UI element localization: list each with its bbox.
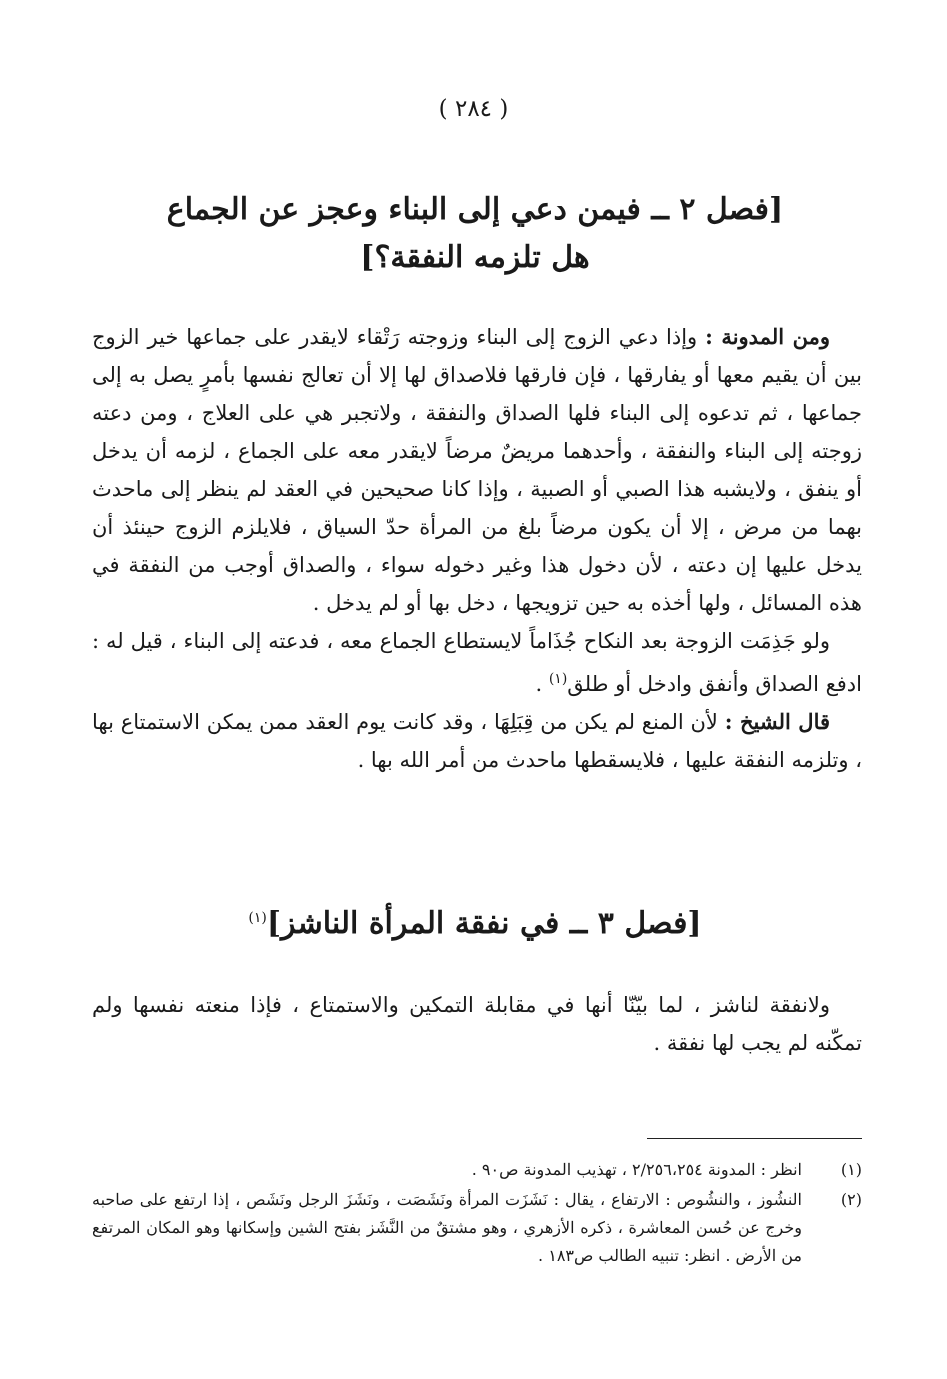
- footnote-text: انظر : المدونة ٢/٢٥٦،٢٥٤ ، تهذيب المدونة ص٩٠ .: [471, 1160, 802, 1179]
- paragraph-text: وإذا دعي الزوج إلى البناء وزوجته رَتْقاء لايقدر على جماعها خير الزوج بين أن يقيم معها أو يفارقها ، فإن فارقها فلاصداق لها إلا أن تعالج نفسها بأمرٍ يصل به إلى جماعها ، ثم تدعوه إلى البناء فلها الصداق والنفقة ، ولاتجبر هي على العلاج ، ومن دعته زوجته إلى البناء والنفقة ، وأحدهما مريضٌ مرضاً لايقدر معه على الجماع ، لزمه أن يدخل أو ينفق ، ولايشبه هذا الصبي أو الصبية ، وإذا كانا صحيحين في العقد لم ينظر إلى ماحدث بهما من مرض ، إلا أن يكون مرضاً بلغ من المرأة حدّ السياق ، فلايلزم الزوج حينئذ أن يدخل عليها إن دعته ، لأن دخول هذا وغير دخوله سواء ، والصداق أوجب من النفقة في هذه المسائل ، ولها أخذه به حين تزويجها ، دخل بها أو لم يدخل .: [92, 325, 862, 615]
- paragraph-text: لأن المنع لم يكن من قِبَلِهَا ، وقد كانت يوم العقد ممن يمكن الاستمتاع بها ، وتلزمه النفقة عليها ، فلايسقطها ماحدث من أمر الله بها .: [92, 710, 862, 772]
- section-heading-2-title: [فصل ٣ ــ في نفقة المرأة الناشز]: [266, 906, 702, 941]
- paragraph: [92, 703, 862, 779]
- page-number: ( ٢٨٤ ): [438, 96, 509, 122]
- paragraph: [92, 622, 862, 703]
- section-heading-1: [150, 186, 800, 282]
- paragraph-lead: قال الشيخ :: [724, 709, 831, 734]
- footnote-ref: (١): [548, 671, 568, 687]
- footnote-number: (٢): [840, 1190, 862, 1209]
- paragraph-end: .: [535, 672, 549, 696]
- footnotes: [92, 1156, 862, 1272]
- paragraph-lead: ومن المدونة :: [705, 324, 831, 349]
- section-heading-2: [150, 896, 800, 946]
- footnote-ref: (١): [248, 910, 267, 926]
- section-1-body: [92, 318, 862, 779]
- footnote-text: النشُوز ، والنشُوص : الارتفاع ، يقال : نَشَزَت المرأة ونَشَصَت ، ونَشَزَ الرجل ونَشَص ، إذا ارتفع على صاحبه وخرج عن حُسن المعاشرة ، ذكره الأزهري ، وهو مشتقٌ من النَّشَز بفتح الشين وإسكانها وهو المكان المرتفع من الأرض . انظر: تنبيه الطالب ص١٨٣ .: [92, 1190, 802, 1265]
- footnote-number: (١): [840, 1160, 862, 1179]
- section-2-body: [92, 986, 862, 1062]
- footnote: [92, 1156, 862, 1184]
- paragraph-text: ولانفقة لناشز ، لما بيّنّا أنها في مقابلة التمكين والاستمتاع ، فإذا منعته نفسها ولم تمكّنه لم يجب لها نفقة .: [92, 993, 862, 1055]
- paragraph: [92, 986, 862, 1062]
- paragraph-text: ولو جَذِمَت الزوجة بعد النكاح جُذَاماً لايستطاع الجماع معه ، فدعته إلى البناء ، قيل له : ادفع الصداق وأنفق وادخل أو طلق: [92, 629, 862, 696]
- footnote-divider: [647, 1138, 862, 1139]
- section-heading-1-line1: [فصل ٢ ــ فيمن دعي إلى البناء وعجز عن الجماع: [166, 192, 784, 227]
- footnote: [92, 1186, 862, 1270]
- section-heading-1-line2: هل تلزمه النفقة؟]: [360, 240, 590, 275]
- paragraph: [92, 318, 862, 622]
